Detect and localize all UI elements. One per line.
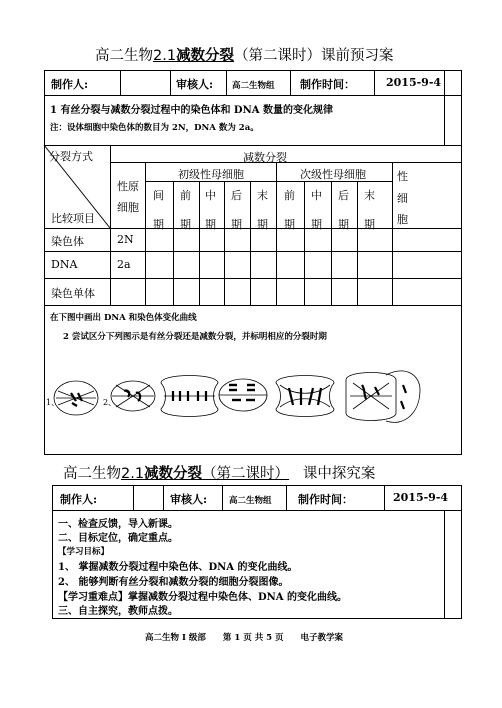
stage-metaphase-1: 中 期 — [205, 189, 216, 231]
orig-col-line2: 细胞 — [117, 201, 139, 214]
goal-2: 2、 能够判断有丝分裂和减数分裂的细胞分裂图像。 — [58, 577, 289, 588]
row-label-dna: DNA — [51, 258, 78, 271]
stage-interphase: 间 期 — [153, 189, 164, 231]
stage-prophase-2: 前 期 — [284, 189, 295, 231]
row-label-chromosome: 染色体 — [51, 235, 84, 248]
row-label-chromatid: 染色单体 — [51, 287, 95, 300]
maker-label-2: 制作人: — [60, 493, 98, 506]
reviewer-value: 高二生物组 — [232, 81, 275, 91]
step-review: 一、检查反馈，导入新课。 — [58, 519, 178, 530]
gamete-header-3: 胞 — [397, 213, 408, 226]
stage-telophase-1: 末 期 — [257, 189, 268, 231]
time-label: 制作时间： — [300, 78, 355, 91]
figure-label-2: 2、 — [103, 398, 117, 407]
key-difficulty: 【学习重难点】掌握减数分裂过程中染色体、DNA 的变化曲线。 — [58, 592, 348, 603]
gamete-header-2: 细 — [397, 192, 408, 205]
meiosis-header: 减数分裂 — [243, 151, 287, 164]
corner-bottom-label: 比较项目 — [51, 212, 95, 225]
corner-top-label: 分裂方式 — [49, 150, 93, 163]
section1-heading: 1 有丝分裂与减数分裂过程中的染色体和 DNA 数量的变化规律 — [50, 105, 333, 116]
stage-metaphase-2: 中 期 — [311, 189, 322, 231]
row-value-dna-orig: 2a — [117, 258, 131, 271]
maker-label: 制作人: — [51, 78, 89, 91]
section1-title: 高二生物2.1减数分裂（第二课时）课前预习案 — [95, 48, 394, 64]
instruction-draw-curve: 在下图中画出 DNA 和染色体变化曲线 — [50, 313, 197, 323]
reviewer-label: 审核人: — [176, 78, 214, 91]
page-footer: 高二生物 I 级部 第 1 页 共 5 页 电子教学案 — [145, 633, 344, 643]
primary-oocyte-header: 初级性母细胞 — [178, 168, 244, 181]
date-value-2: 2015-9-4 — [393, 491, 449, 504]
section1-note: 注：设体细胞中染色体的数目为 2N，DNA 数为 2a。 — [50, 123, 259, 133]
stage-anaphase-2: 后 期 — [338, 189, 349, 231]
reviewer-label-2: 审核人: — [170, 493, 208, 506]
secondary-oocyte-header: 次级性母细胞 — [300, 168, 366, 181]
row-value-chromosome-orig: 2N — [117, 233, 134, 246]
stage-anaphase-1: 后 期 — [231, 189, 242, 231]
cell-division-figures — [48, 355, 448, 425]
instruction-identify-phase: 2 尝试区分下列图示是有丝分裂还是减数分裂，并标明相应的分裂时期 — [63, 332, 327, 342]
orig-col-line1: 性原 — [117, 180, 139, 193]
date-value: 2015-9-4 — [386, 76, 442, 89]
time-label-2: 制作时间： — [298, 493, 353, 506]
gamete-header-1: 性 — [397, 170, 408, 183]
step-goals: 二、目标定位，确定重点。 — [58, 533, 178, 544]
stage-prophase-1: 前 期 — [180, 189, 191, 231]
goal-1: 1、 掌握减数分裂过程中染色体、DNA 的变化曲线。 — [58, 562, 298, 573]
learning-goals-heading: 【学习目标】 — [58, 547, 110, 557]
section2-title: 高二生物2.1减数分裂（第二课时） 课中探究案 — [63, 466, 376, 482]
stage-telophase-2: 末 期 — [364, 189, 375, 231]
figure-label-1: 1、 — [46, 398, 60, 407]
step-explore: 三、自主探究，教师点拨。 — [58, 606, 178, 617]
reviewer-value-2: 高二生物组 — [229, 496, 272, 506]
